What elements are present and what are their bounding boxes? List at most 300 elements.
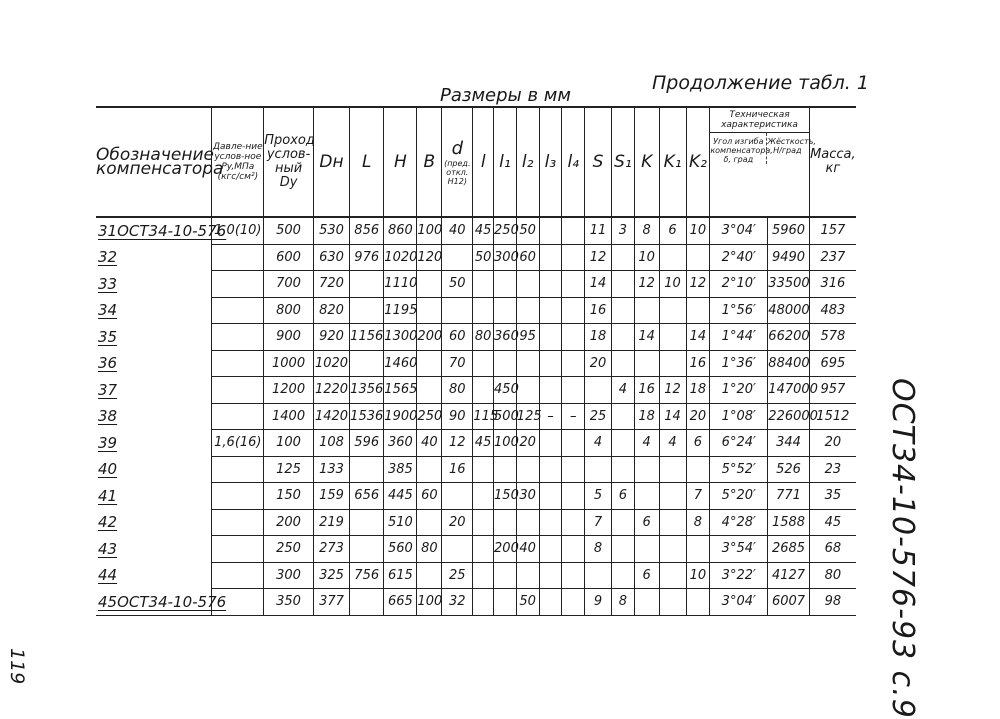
cell-dn: 720: [313, 271, 349, 298]
cell-l: [473, 483, 494, 510]
cell-mass: 45: [809, 509, 856, 536]
cell-l1: [494, 350, 517, 377]
cell-d: 80: [442, 377, 473, 404]
cell-l: 50: [473, 244, 494, 271]
cell-pressure: [212, 456, 264, 483]
col-tech: [710, 107, 816, 217]
cell-K1: [659, 324, 686, 351]
cell-dy: 800: [264, 297, 314, 324]
cell-K: 14: [634, 324, 659, 351]
table-row: [96, 456, 856, 483]
cell-d: 20: [442, 509, 473, 536]
cell-des: 40: [98, 460, 118, 479]
cell-H: 510: [384, 509, 417, 536]
cell-l3: [539, 536, 562, 563]
cell-K: 16: [634, 377, 659, 404]
cell-S1: [612, 271, 635, 298]
cell-d: 16: [442, 456, 473, 483]
cell-K2: [686, 297, 710, 324]
table-header-row: [96, 107, 856, 217]
cell-dy: 125: [264, 456, 314, 483]
cell-des: 34: [98, 301, 118, 320]
cell-K: [634, 350, 659, 377]
table-continuation-label: Продолжение табл. 1: [652, 72, 869, 94]
cell-angle: 1°36′: [710, 350, 768, 377]
cell-S1: 4: [612, 377, 635, 404]
cell-dy: 200: [264, 509, 314, 536]
cell-B: 100: [417, 217, 442, 244]
cell-S1: [612, 350, 635, 377]
cell-B: [417, 350, 442, 377]
cell-K2: [686, 536, 710, 563]
cell-H: 665: [384, 589, 417, 616]
cell-stiff: 6007: [768, 589, 809, 616]
col-stiffness: Жёсткость, Н/град: [766, 133, 807, 164]
col-L: L: [350, 107, 384, 217]
cell-S1: 3: [612, 217, 635, 244]
cell-l: [473, 562, 494, 589]
table-row: [96, 536, 856, 563]
cell-dn: 820: [313, 297, 349, 324]
cell-S1: 6: [612, 483, 635, 510]
table-row: [96, 509, 856, 536]
cell-H: 1300: [384, 324, 417, 351]
col-K2: K₂: [686, 107, 710, 217]
cell-angle: 3°04′: [710, 217, 768, 244]
col-angle: Угол изгиба компенсатора, δ, град: [710, 137, 773, 164]
cell-K1: [659, 562, 686, 589]
cell-H: 1195: [384, 297, 417, 324]
cell-l3: [539, 244, 562, 271]
cell-pressure: [212, 271, 264, 298]
table-row: [96, 377, 856, 404]
cell-l3: [539, 377, 562, 404]
cell-angle: 3°22′: [710, 562, 768, 589]
cell-l2: 50: [516, 589, 539, 616]
cell-des: 31ОСТ34-10-576: [98, 222, 227, 240]
cell-l2: 40: [516, 536, 539, 563]
cell-dn: 530: [313, 217, 349, 244]
cell-dy: 300: [264, 562, 314, 589]
cell-K1: [659, 483, 686, 510]
cell-l3: [539, 589, 562, 616]
cell-dy: 250: [264, 536, 314, 563]
cell-stiff: 48000: [768, 297, 809, 324]
cell-B: 120: [417, 244, 442, 271]
cell-H: 360: [384, 430, 417, 457]
col-bore: Проход услов-ный Dy: [264, 107, 314, 217]
cell-des: 39: [98, 433, 118, 452]
cell-B: [417, 297, 442, 324]
cell-l4: [562, 297, 585, 324]
cell-dn: 133: [313, 456, 349, 483]
cell-dn: 1020: [313, 350, 349, 377]
cell-angle: 1°20′: [710, 377, 768, 404]
cell-l3: –: [539, 403, 562, 430]
col-S: S: [585, 107, 612, 217]
col-mass: Масса, кг: [809, 107, 856, 217]
cell-d: 60: [442, 324, 473, 351]
cell-angle: 3°54′: [710, 536, 768, 563]
cell-d: 40: [442, 217, 473, 244]
cell-angle: 2°10′: [710, 271, 768, 298]
cell-K1: [659, 509, 686, 536]
cell-S1: [612, 244, 635, 271]
col-designation: Обозначение компенсатора: [96, 107, 212, 217]
cell-l2: 20: [516, 430, 539, 457]
cell-L: 1356: [350, 377, 384, 404]
cell-mass: 483: [809, 297, 856, 324]
cell-des: 37: [98, 380, 118, 399]
cell-S: 18: [585, 324, 612, 351]
document-code: ОСТ34-10-576-93 с.9: [885, 378, 920, 719]
cell-l4: [562, 430, 585, 457]
cell-K2: [686, 589, 710, 616]
cell-K1: [659, 244, 686, 271]
cell-K: 12: [634, 271, 659, 298]
cell-l: [473, 509, 494, 536]
cell-d: 32: [442, 589, 473, 616]
cell-K: 4: [634, 430, 659, 457]
cell-d: [442, 244, 473, 271]
cell-l3: [539, 430, 562, 457]
cell-dn: 1420: [313, 403, 349, 430]
cell-mass: 23: [809, 456, 856, 483]
cell-l1: 360: [494, 324, 517, 351]
cell-angle: 1°56′: [710, 297, 768, 324]
col-l1: l₁: [494, 107, 517, 217]
cell-l4: [562, 589, 585, 616]
cell-H: 860: [384, 217, 417, 244]
cell-l3: [539, 456, 562, 483]
cell-B: 60: [417, 483, 442, 510]
cell-B: [417, 562, 442, 589]
cell-l2: 50: [516, 217, 539, 244]
cell-B: [417, 271, 442, 298]
cell-B: [417, 456, 442, 483]
cell-dy: 600: [264, 244, 314, 271]
cell-dy: 350: [264, 589, 314, 616]
cell-K1: [659, 536, 686, 563]
col-pressure: Давле-ние услов-ное Py,МПа (кгс/см²): [212, 107, 264, 217]
cell-S: [585, 456, 612, 483]
cell-pressure: [212, 297, 264, 324]
cell-stiff: 9490: [768, 244, 809, 271]
cell-S: [585, 377, 612, 404]
cell-des: 43: [98, 539, 118, 558]
cell-L: [350, 456, 384, 483]
cell-S: 12: [585, 244, 612, 271]
cell-dn: 273: [313, 536, 349, 563]
cell-K1: 14: [659, 403, 686, 430]
cell-B: 80: [417, 536, 442, 563]
cell-K2: 10: [686, 217, 710, 244]
cell-l3: [539, 324, 562, 351]
cell-K: [634, 456, 659, 483]
cell-pressure: [212, 483, 264, 510]
cell-l1: 200: [494, 536, 517, 563]
cell-S1: [612, 297, 635, 324]
cell-des: 38: [98, 407, 118, 426]
cell-stiff: 4127: [768, 562, 809, 589]
cell-l3: [539, 562, 562, 589]
cell-S1: [612, 536, 635, 563]
cell-L: 596: [350, 430, 384, 457]
cell-L: 976: [350, 244, 384, 271]
cell-H: 1565: [384, 377, 417, 404]
cell-des: 42: [98, 513, 118, 532]
cell-stiff: 2685: [768, 536, 809, 563]
cell-L: 856: [350, 217, 384, 244]
cell-des: 41: [98, 486, 118, 505]
cell-l2: 60: [516, 244, 539, 271]
cell-l3: [539, 350, 562, 377]
cell-mass: 237: [809, 244, 856, 271]
cell-S: 5: [585, 483, 612, 510]
cell-l4: –: [562, 403, 585, 430]
col-dn: Dн: [313, 107, 349, 217]
cell-l1: [494, 271, 517, 298]
cell-stiff: 1588: [768, 509, 809, 536]
cell-mass: 68: [809, 536, 856, 563]
cell-K2: 16: [686, 350, 710, 377]
cell-l1: [494, 297, 517, 324]
cell-l: 45: [473, 430, 494, 457]
cell-B: 200: [417, 324, 442, 351]
cell-H: 1110: [384, 271, 417, 298]
cell-S: 9: [585, 589, 612, 616]
col-d-note: (пред. откл. H12): [444, 158, 471, 186]
table-row: [96, 244, 856, 271]
compensator-spec-table: [96, 106, 856, 616]
cell-l: [473, 271, 494, 298]
cell-l2: [516, 297, 539, 324]
cell-l2: [516, 509, 539, 536]
cell-l1: 250: [494, 217, 517, 244]
cell-l1: [494, 456, 517, 483]
cell-d: 50: [442, 271, 473, 298]
cell-l3: [539, 217, 562, 244]
cell-S: 8: [585, 536, 612, 563]
cell-l: [473, 377, 494, 404]
cell-dn: 377: [313, 589, 349, 616]
cell-des: 33: [98, 274, 118, 293]
cell-K: [634, 536, 659, 563]
cell-l: [473, 456, 494, 483]
cell-angle: 1°08′: [710, 403, 768, 430]
cell-K: 10: [634, 244, 659, 271]
table-row: [96, 297, 856, 324]
cell-pressure: [212, 509, 264, 536]
cell-angle: 4°28′: [710, 509, 768, 536]
cell-K: 6: [634, 509, 659, 536]
cell-l4: [562, 377, 585, 404]
cell-mass: 578: [809, 324, 856, 351]
cell-d: 90: [442, 403, 473, 430]
cell-d: 70: [442, 350, 473, 377]
col-tech-title: Техническая характеристика: [710, 108, 808, 133]
cell-pressure: [212, 536, 264, 563]
cell-l4: [562, 562, 585, 589]
cell-des: 44: [98, 566, 118, 585]
cell-K1: 6: [659, 217, 686, 244]
cell-l2: [516, 271, 539, 298]
cell-pressure: [212, 562, 264, 589]
cell-K: 6: [634, 562, 659, 589]
cell-l1: 500: [494, 403, 517, 430]
cell-l2: 30: [516, 483, 539, 510]
cell-S1: [612, 324, 635, 351]
cell-angle: 6°24′: [710, 430, 768, 457]
cell-L: [350, 509, 384, 536]
cell-des: 32: [98, 248, 118, 267]
cell-angle: 2°40′: [710, 244, 768, 271]
cell-S1: 8: [612, 589, 635, 616]
cell-S: [585, 562, 612, 589]
cell-l: [473, 297, 494, 324]
cell-mass: 316: [809, 271, 856, 298]
table-row: [96, 562, 856, 589]
cell-dn: 920: [313, 324, 349, 351]
cell-K: 8: [634, 217, 659, 244]
table-row: [96, 217, 856, 244]
cell-l3: [539, 509, 562, 536]
cell-stiff: 147000: [768, 377, 809, 404]
cell-l3: [539, 483, 562, 510]
cell-pressure: [212, 350, 264, 377]
cell-pressure: [212, 324, 264, 351]
cell-K1: [659, 589, 686, 616]
cell-stiff: 5960: [768, 217, 809, 244]
cell-stiff: 88400: [768, 350, 809, 377]
cell-B: 250: [417, 403, 442, 430]
cell-K2: 12: [686, 271, 710, 298]
cell-angle: 5°52′: [710, 456, 768, 483]
cell-l4: [562, 350, 585, 377]
cell-stiff: 771: [768, 483, 809, 510]
cell-K1: [659, 350, 686, 377]
cell-mass: 35: [809, 483, 856, 510]
col-d: [442, 107, 473, 217]
cell-K2: [686, 456, 710, 483]
cell-S: 4: [585, 430, 612, 457]
cell-l: 45: [473, 217, 494, 244]
cell-H: 1460: [384, 350, 417, 377]
cell-pressure: 1,0(10): [212, 217, 264, 244]
cell-l2: [516, 456, 539, 483]
cell-K2: [686, 244, 710, 271]
table-row: [96, 483, 856, 510]
cell-l1: 100: [494, 430, 517, 457]
cell-K: [634, 297, 659, 324]
cell-pressure: 1,6(16): [212, 430, 264, 457]
col-K1: K₁: [659, 107, 686, 217]
cell-B: [417, 509, 442, 536]
cell-S1: [612, 562, 635, 589]
cell-des: 35: [98, 327, 118, 346]
cell-L: 656: [350, 483, 384, 510]
cell-dn: 325: [313, 562, 349, 589]
cell-l: 115: [473, 403, 494, 430]
cell-dy: 100: [264, 430, 314, 457]
table-row: [96, 403, 856, 430]
cell-l1: [494, 589, 517, 616]
cell-pressure: [212, 377, 264, 404]
cell-K: [634, 589, 659, 616]
cell-S: 25: [585, 403, 612, 430]
cell-S: 14: [585, 271, 612, 298]
cell-L: 756: [350, 562, 384, 589]
cell-l1: 150: [494, 483, 517, 510]
cell-l4: [562, 271, 585, 298]
cell-stiff: 33500: [768, 271, 809, 298]
table-row: [96, 350, 856, 377]
cell-B: 40: [417, 430, 442, 457]
cell-l3: [539, 297, 562, 324]
cell-H: 560: [384, 536, 417, 563]
cell-L: 1156: [350, 324, 384, 351]
cell-l4: [562, 456, 585, 483]
cell-l: [473, 536, 494, 563]
cell-des: 45ОСТ34-10-576: [96, 589, 212, 616]
cell-L: [350, 350, 384, 377]
col-l: l: [473, 107, 494, 217]
cell-des: 36: [98, 354, 118, 373]
cell-H: 445: [384, 483, 417, 510]
cell-H: 1020: [384, 244, 417, 271]
cell-L: [350, 589, 384, 616]
cell-l3: [539, 271, 562, 298]
cell-l: 80: [473, 324, 494, 351]
cell-l4: [562, 324, 585, 351]
cell-mass: 157: [809, 217, 856, 244]
cell-K2: 7: [686, 483, 710, 510]
table-row: [96, 324, 856, 351]
cell-K1: [659, 456, 686, 483]
cell-S: 11: [585, 217, 612, 244]
cell-K1: 12: [659, 377, 686, 404]
cell-l2: [516, 562, 539, 589]
cell-mass: 1512: [809, 403, 856, 430]
cell-d: 12: [442, 430, 473, 457]
cell-S1: [612, 509, 635, 536]
cell-L: [350, 536, 384, 563]
cell-S: 16: [585, 297, 612, 324]
cell-l4: [562, 217, 585, 244]
cell-l2: 125: [516, 403, 539, 430]
col-l3: l₃: [539, 107, 562, 217]
cell-d: [442, 483, 473, 510]
cell-stiff: 66200: [768, 324, 809, 351]
cell-K2: 6: [686, 430, 710, 457]
cell-pressure: [212, 403, 264, 430]
cell-mass: 20: [809, 430, 856, 457]
cell-stiff: 226000: [768, 403, 809, 430]
col-d-symbol: d: [451, 137, 464, 159]
cell-K1: [659, 297, 686, 324]
cell-stiff: 526: [768, 456, 809, 483]
cell-K2: 20: [686, 403, 710, 430]
cell-dy: 1200: [264, 377, 314, 404]
cell-dn: 630: [313, 244, 349, 271]
col-K: K: [634, 107, 659, 217]
cell-l2: [516, 350, 539, 377]
cell-K: [634, 483, 659, 510]
cell-S1: [612, 403, 635, 430]
cell-angle: 3°04′: [710, 589, 768, 616]
cell-dy: 700: [264, 271, 314, 298]
cell-mass: 80: [809, 562, 856, 589]
